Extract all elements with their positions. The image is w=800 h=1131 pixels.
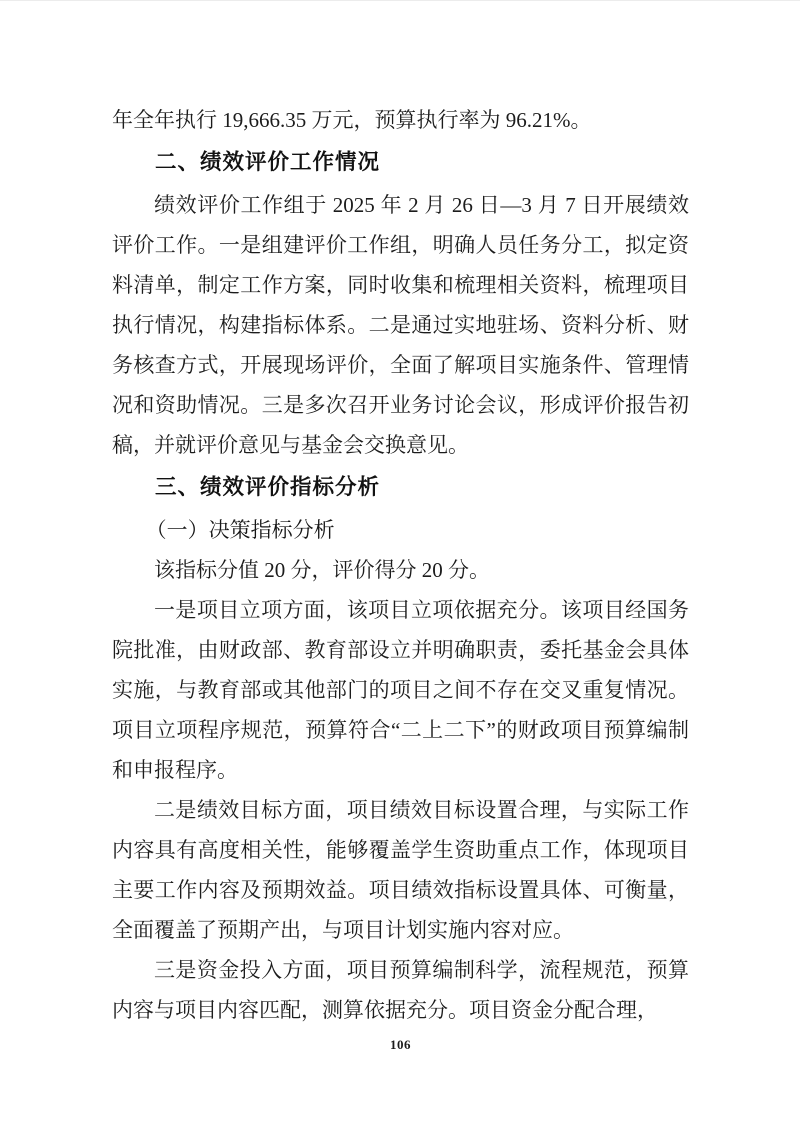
paragraph-funding-input: 三是资金投入方面，项目预算编制科学，流程规范，预算内容与项目内容匹配，测算依据充分。项目资金分配合理， [112, 958, 689, 1022]
subsection-heading-decision-indicator: （一）决策指标分析 [145, 518, 335, 542]
paragraph-evaluation-process: 绩效评价工作组于 2025 年 2 月 26 日—3 月 7 日开展绩效评价工作。一是组建评价工作组，明确人员任务分工，拟定资料清单，制定工作方案，同时收集和梳理相关资料，梳理项目执行情况，构建指标体系。二是通过实地驻场、资料分析、财务核查方式，开展现场评价，全面了解项目实施条件、管理情况和资助情况。三是多次召开业务讨论会议，形成评价报告初稿，并就评价意见与基金会交换意见。 [112, 193, 689, 457]
document-body [112, 100, 689, 1030]
paragraph-budget-execution: 年全年执行 19,666.35 万元，预算执行率为 96.21%。 [112, 108, 592, 132]
section-heading-evaluation-work: 二、绩效评价工作情况 [155, 150, 381, 174]
paragraph-indicator-score: 该指标分值 20 分，评价得分 20 分。 [154, 558, 490, 582]
paragraph-performance-goals: 二是绩效目标方面，项目绩效目标设置合理，与实际工作内容具有高度相关性，能够覆盖学生资助重点工作，体现项目主要工作内容及预期效益。项目绩效指标设置具体、可衡量，全面覆盖了预期产出，与项目计划实施内容对应。 [112, 798, 689, 942]
section-heading-indicator-analysis: 三、绩效评价指标分析 [155, 475, 381, 499]
page-number: 106 [390, 1037, 411, 1052]
paragraph-project-approval: 一是项目立项方面，该项目立项依据充分。该项目经国务院批准，由财政部、教育部设立并明确职责，委托基金会具体实施，与教育部或其他部门的项目之间不存在交叉重复情况。项目立项程序规范，预算符合“二上二下”的财政项目预算编制和申报程序。 [112, 598, 689, 782]
